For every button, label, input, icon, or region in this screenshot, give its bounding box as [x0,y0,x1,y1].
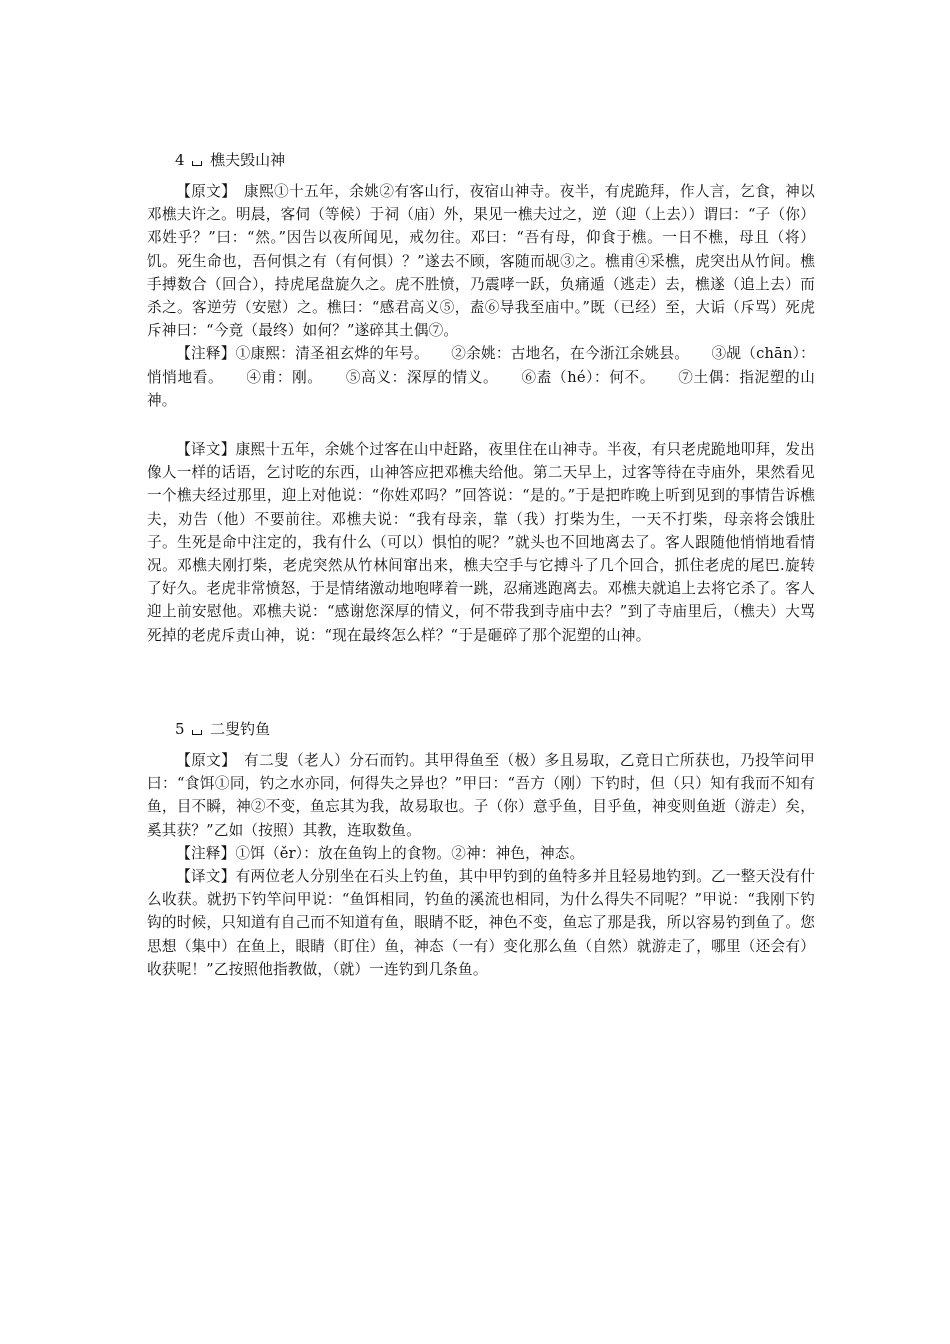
story-woodcutter [147,150,815,647]
section-text: 有两位老人分别坐在石头上钓鱼，其中甲钓到的鱼特多并且轻易地钓到。乙一整天没有什么收获。就扔下钓竿问甲说：“鱼饵相同，钓鱼的溪流也相同，为什么得失不同呢？”甲说：“我刚下钓钩的时候，只知道有自己而不知道有鱼，眼睛不眨，神色不变，鱼忘了那是我，所以容易钓到鱼了。您思想（集中）在鱼上，眼睛（盯住）鱼，神态（一有）变化那么鱼（自然）就游走了，哪里（还会有）收获呢！”乙按照他指教做，（就）一连钓到几条鱼。 [147,868,815,978]
section-text: ①饵（ěr）：放在鱼钩上的食物。②神：神色，神态。 [235,844,585,862]
story-heading [175,719,815,739]
translation-paragraph [147,865,815,981]
section-tag: 【注释】 [176,844,236,862]
section-text: ①康熙：清圣祖玄烨的年号。 ②余姚：古地名，在今浙江余姚县。 ③觇（chān）：悄悄地看。 ④甫：刚。 ⑤高义：深厚的情义。 ⑥盍（hé）：何不。 ⑦土偶：指泥塑的山神。 [147,345,815,409]
original-text-paragraph [147,180,815,342]
section-text: 有二叟（老人）分石而钓。其甲得鱼至（极）多且易取，乙竟日亡所获也，乃投竿问甲曰：“食饵①同，钓之水亦同，何得失之异也？”甲曰：“吾方（刚）下钓时，但（只）知有我而不知有鱼，目不瞬，神②不变，鱼忘其为我，故易取也。子（你）意乎鱼，目乎鱼，神变则鱼逝（游走）矣，奚其获？”乙如（按照）其教，连取数鱼。 [147,752,815,839]
original-text-paragraph [147,749,815,842]
story-number: 5 [175,720,185,738]
story-heading [175,150,815,170]
notes-paragraph [147,342,815,412]
section-tag: 【注释】 [176,345,236,363]
section-tag: 【译文】 [176,441,236,459]
notes-paragraph [147,842,815,865]
story-title: 二叟钓鱼 [210,720,271,738]
space-mark-icon [192,161,202,166]
section-tag: 【译文】 [176,868,236,886]
section-text: 康熙①十五年，余姚②有客山行，夜宿山神寺。夜半，有虎跪拜，作人言，乞食，神以邓樵夫许之。明晨，客伺（等候）于祠（庙）外，果见一樵夫过之，逆（迎（上去））谓曰：“子（你）邓姓乎？”曰：“然。”因告以夜所闻见，戒勿往。邓曰：“吾有母，仰食于樵。一日不樵，母且（将）饥。死生命也，吾何惧之有（有何惧）？”遂去不顾，客随而觇③之。樵甫④采樵，虎突出从竹间。樵手搏数合（回合），持虎尾盘旋久之。虎不胜愤，乃震哮一跃，负痛遁（逃走）去，樵遂（追上去）而杀之。客逆劳（安慰）之。樵曰：“感君高义⑤，盍⑥导我至庙中。”既（已经）至，大诟（斥骂）死虎斥神曰：“今竟（最终）如何？”遂碎其土偶⑦。 [147,183,815,340]
story-number: 4 [175,151,185,169]
section-tag: 【原文】 [176,183,230,200]
section-text: 康熙十五年，余姚个过客在山中赶路，夜里住在山神寺。半夜，有只老虎跪地叩拜，发出像人一样的话语，乞讨吃的东西，山神答应把邓樵夫给他。第二天早上，过客等待在寺庙外，果然看见一个樵夫经过那里，迎上对他说：“你姓邓吗？”回答说：“是的。”于是把昨晚上听到见到的事情告诉樵夫，劝告（他）不要前往。邓樵夫说：“我有母亲，靠（我）打柴为生，一天不打柴，母亲将会饿肚子。生死是命中注定的，我有什么（可以）惧怕的呢？”就头也不回地离去了。客人跟随他悄悄地看情况。邓樵夫刚打柴，老虎突然从竹林间窜出来，樵夫空手与它搏斗了几个回合，抓住老虎的尾巴.旋转了好久。老虎非常愤怒，于是情绪激动地咆哮着一跳，忍痛逃跑离去。邓樵夫就追上去将它杀了。客人迎上前安慰他。邓樵夫说：“感谢您深厚的情义，何不带我到寺庙中去？”到了寺庙里后，（樵夫）大骂死掉的老虎斥责山神，说：“现在最终怎么样？“于是砸碎了那个泥塑的山神。 [147,441,815,644]
story-two-old-men-fishing [147,719,815,981]
space-mark-icon [192,730,202,735]
section-tag: 【原文】 [176,752,230,769]
translation-paragraph [147,438,815,647]
story-title: 樵夫毁山神 [210,151,286,169]
